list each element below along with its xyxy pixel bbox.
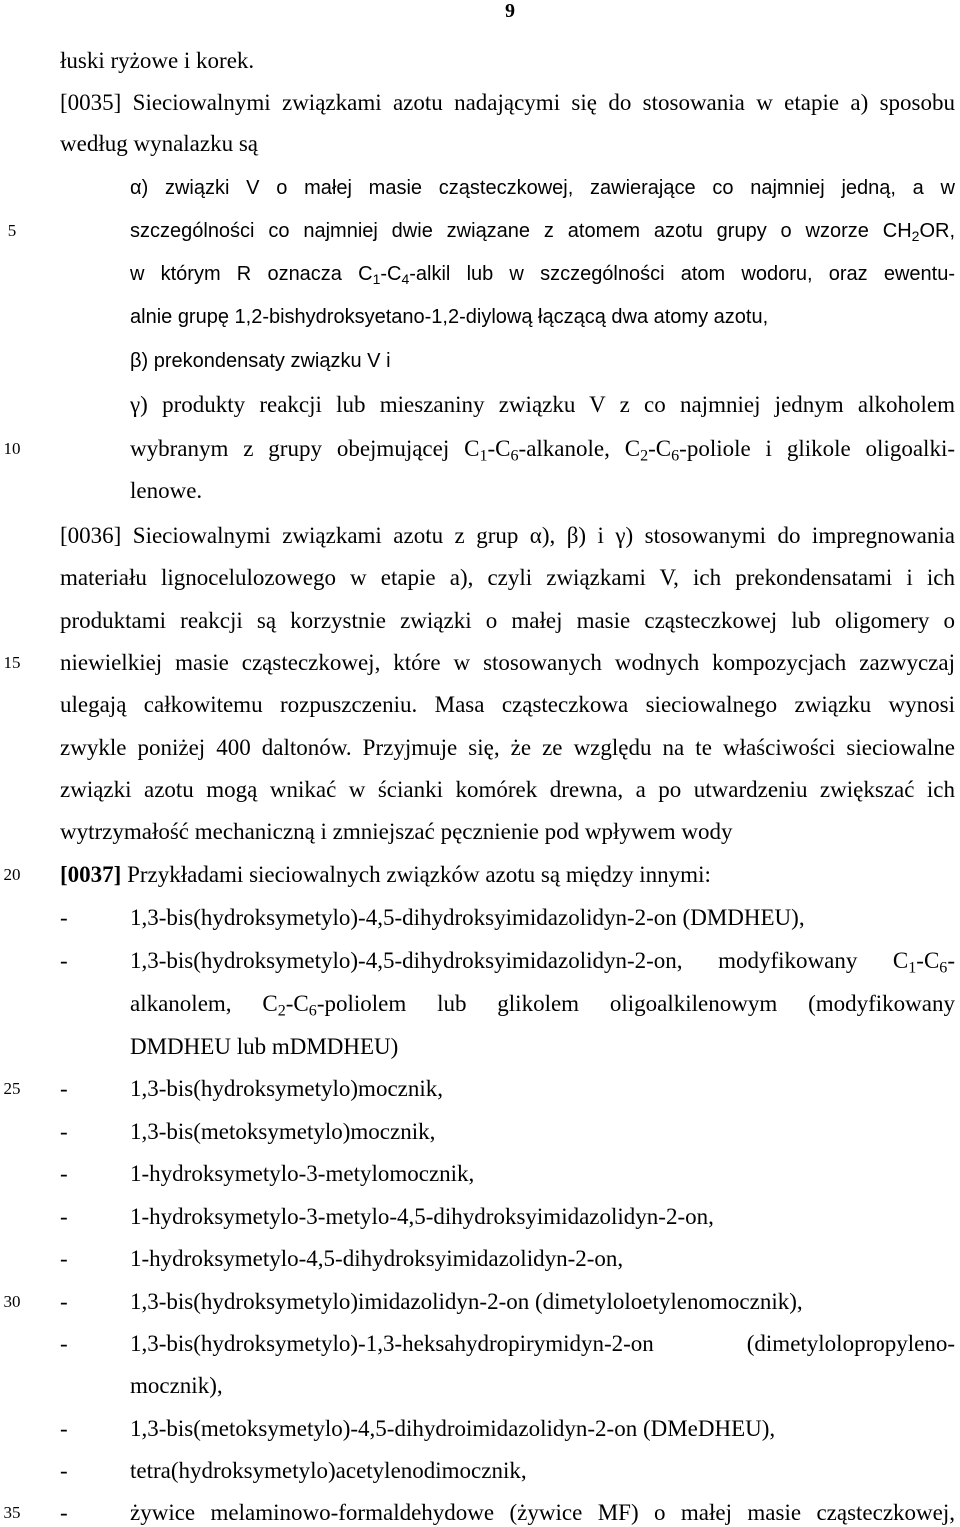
item-text: produkty reakcji lub mieszaniny związku V z co najmniej jednym alkoholem [162,392,955,417]
list-item: 1-hydroksymetylo-3-metylomocznik, [130,1161,475,1186]
item-text: -C [648,436,672,461]
margin-line-number: 20 [3,865,21,884]
item-text: -alkanole, C [518,436,641,461]
list-item-text: -C [285,991,309,1016]
item-beta-line [130,347,955,375]
subscript: 1 [908,959,917,975]
list-item-text: -poliolem lub glikolem oligoalkilenowym (modyfikowany [316,991,955,1016]
list-item-text: 1,3-bis(hydroksymetylo)-4,5-dihydroksyimidazolidyn-2-on, modyfikowany C [130,948,909,973]
margin-line-number: 25 [3,1079,21,1098]
item-alpha-line [130,217,955,245]
list-item: 1,3-bis(hydroksymetylo)-4,5-dihydroksyimidazolidyn-2-on (DMDHEU), [130,905,805,930]
item-text: wybranym z grupy obejmującej C [130,436,480,461]
item-text: związki V o małej masie cząsteczkowej, zawierające co najmniej jedną, a w [164,177,955,199]
item-marker-alpha: α) [130,177,149,199]
subscript: 6 [939,959,948,975]
paragraph-0036-line: wytrzymałość mechaniczną i zmniejszać pęcznienie pod wpływem wody [60,819,733,844]
list-item: 1,3-bis(hydroksymetylo)imidazolidyn-2-on (dimetyloloetylenomocznik), [130,1289,803,1314]
paragraph-0036-line [60,522,955,550]
list-item-continuation [130,990,955,1018]
list-item: żywice melaminowo-formaldehydowe (żywice MF) o małej masie cząsteczkowej, [130,1500,955,1525]
list-item [130,947,955,975]
item-marker-beta: β) [130,350,149,372]
list-item-text: alkanolem, C [130,991,278,1016]
paragraph-text: Sieciowalnymi związkami azotu nadającymi się do stosowania w etapie a) sposobu [132,90,955,115]
margin-line-number: 35 [3,1503,21,1522]
list-bullet: - [60,1161,68,1186]
margin-line-number: 5 [7,221,17,240]
paragraph-0035-line: według wynalazku są [60,131,258,156]
list-item: tetra(hydroksymetylo)acetylenodimocznik, [130,1458,527,1483]
subscript: 2 [277,1002,286,1018]
paragraph-0036-line: zwykle poniżej 400 daltonów. Przyjmuje się, że ze względu na te właściwości sieciowalne [60,735,955,760]
item-text: w którym R oznacza C [130,263,373,285]
paragraph-label: [0036] [60,523,122,548]
margin-line-number: 15 [3,653,21,672]
page-number: 9 [505,0,515,22]
list-bullet: - [60,948,68,973]
list-item: 1,3-bis(hydroksymetylo)mocznik, [130,1076,444,1101]
item-gamma-line [130,435,955,463]
subscript: 2 [640,447,649,463]
item-text: -C [487,436,511,461]
subscript: 6 [308,1002,317,1018]
paragraph-text: Sieciowalnymi związkami azotu z grup α), β) i γ) stosowanymi do impregnowania [132,523,955,548]
list-item: 1-hydroksymetylo-4,5-dihydroksyimidazolidyn-2-on, [130,1246,624,1271]
margin-line-number: 10 [3,439,21,458]
paragraph-0036-line: ulegają całkowitemu rozpuszczeniu. Masa cząsteczkowa sieciowalnego związku wynosi [60,692,955,717]
paragraph-0036-line: związki azotu mogą wnikać w ścianki komórek drewna, a po utwardzeniu zwiększać ich [60,777,955,802]
paragraph-0037-line [60,861,955,889]
item-text: -poliole i glikole oligoalki- [679,436,955,461]
item-text: OR, [919,220,955,242]
list-item: 1,3-bis(metoksymetylo)-4,5-dihydroimidazolidyn-2-on (DMeDHEU), [130,1416,776,1441]
list-bullet: - [60,1289,68,1314]
list-bullet: - [60,1076,68,1101]
item-gamma-line [130,391,955,419]
margin-line-number: 30 [3,1292,21,1311]
subscript: 6 [671,447,680,463]
list-item: 1,3-bis(metoksymetylo)mocznik, [130,1119,436,1144]
list-bullet: - [60,1458,68,1483]
paragraph-text: Przykładami sieciowalnych związków azotu są między innymi: [127,862,711,887]
list-bullet: - [60,1500,68,1525]
item-gamma-line: lenowe. [130,478,203,503]
paragraph-0035-line [60,89,955,117]
list-item-continuation: DMDHEU lub mDMDHEU) [130,1034,399,1059]
list-bullet: - [60,1246,68,1271]
list-bullet: - [60,1331,68,1356]
list-item-text: - [947,948,955,973]
list-bullet: - [60,905,68,930]
item-alpha-line [130,260,955,288]
item-alpha-line: alnie grupę 1,2-bishydroksyetano-1,2-diylową łączącą dwa atomy azotu, [130,306,769,328]
subscript: 1 [479,447,488,463]
item-text: -C [380,263,402,285]
list-item: 1-hydroksymetylo-3-metylo-4,5-dihydroksyimidazolidyn-2-on, [130,1204,714,1229]
paragraph-label: [0035] [60,90,122,115]
list-item-text: -C [916,948,940,973]
list-bullet: - [60,1416,68,1441]
subscript: 6 [510,447,519,463]
list-bullet: - [60,1204,68,1229]
item-alpha-line [130,174,955,202]
subscript: 4 [401,270,410,287]
paragraph-label: [0037] [60,862,122,887]
list-item: 1,3-bis(hydroksymetylo)-1,3-heksahydropirymidyn-2-on (dimetylolopropyleno- [130,1331,955,1356]
item-text: -alkil lub w szczególności atom wodoru, oraz ewentu- [409,263,955,285]
carryover-text-line: łuski ryżowe i korek. [60,48,255,73]
item-text: szczególności co najmniej dwie związane z atomem azotu grupy o wzorze CH [130,220,912,242]
paragraph-0036-line: materiału lignocelulozowego w etapie a), czyli związkami V, ich prekondensatami i ich [60,565,955,590]
list-bullet: - [60,1119,68,1144]
item-text: prekondensaty związku V i [153,350,391,372]
paragraph-0036-line: niewielkiej masie cząsteczkowej, które w stosowanych wodnych kompozycjach zazwyczaj [60,650,955,675]
subscript: 2 [911,227,920,244]
paragraph-0036-line: produktami reakcji są korzystnie związki o małej masie cząsteczkowej lub oligomery o [60,608,955,633]
list-item-continuation: mocznik), [130,1373,223,1398]
item-marker-gamma: γ) [130,392,148,417]
subscript: 1 [372,270,381,287]
